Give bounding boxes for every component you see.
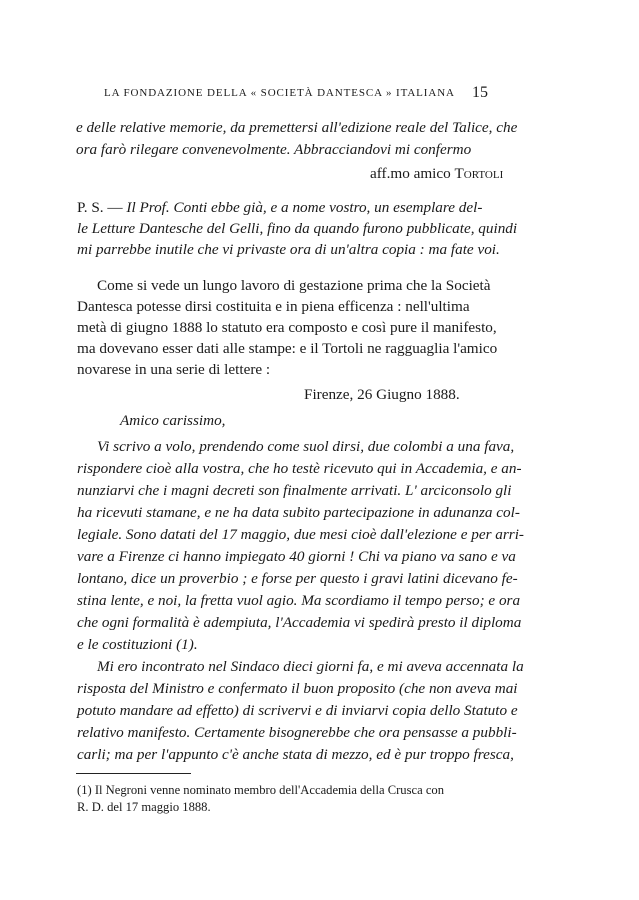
letter-line: e le costituzioni (1). <box>77 636 198 653</box>
letter-line: legiale. Sono datati del 17 maggio, due mesi cioè dall'elezione e per arri- <box>77 526 524 543</box>
header-title: LA FONDAZIONE DELLA « SOCIETÀ DANTESCA » ITALIANA <box>104 87 455 99</box>
letter-line: stina lente, e noi, la fretta vuol agio. Ma scordiamo il tempo perso; e ora <box>77 592 521 609</box>
footnote-line: R. D. del 17 maggio 1888. <box>77 800 211 814</box>
page-number: 15 <box>472 84 488 101</box>
letter-line: relativo manifesto. Certamente bisognerebbe che ora pensasse a pubbli- <box>77 724 517 741</box>
narrative-line: metà di giugno 1888 lo statuto era composto e così pure il manifesto, <box>77 319 497 336</box>
salutation: Amico carissimo, <box>120 412 226 429</box>
narrative-line: ma dovevano esser dati alle stampe: e il Tortoli ne ragguaglia l'amico <box>77 340 498 357</box>
closing-text: aff.mo amico <box>370 165 451 182</box>
postscript-line <box>77 198 482 218</box>
letter-line: potuto mandare ad effetto) di scrivervi e di inviarvi copia dello Statuto e <box>77 702 518 719</box>
postscript-label: P. S. — <box>77 199 123 216</box>
letter-line: risposta del Ministro e confermato il buon proposito (che non aveva mai <box>77 680 518 697</box>
letter-end-line: ora farò rilegare convenevolmente. Abbracciandovi mi confermo <box>76 141 472 158</box>
postscript-line: le Letture Dantesche del Gelli, fino da quando furono pubblicate, quindi <box>77 220 518 237</box>
letter-end-line: e delle relative memorie, da premettersi all'edizione reale del Talice, che <box>76 119 518 136</box>
letter-line: che ogni formalità è adempiuta, l'Accademia vi spedirà presto il diploma <box>77 614 522 631</box>
letter-line: nunziarvi che i magni decreti son finalmente arrivati. L' arciconsolo gli <box>77 482 512 499</box>
narrative-line: novarese in una serie di lettere : <box>77 361 271 378</box>
letter-line: Vi scrivo a volo, prendendo come suol dirsi, due colombi a una fava, <box>97 438 515 455</box>
letter-line: Mi ero incontrato nel Sindaco dieci giorni fa, e mi aveva accennata la <box>97 658 524 675</box>
running-header <box>104 84 488 106</box>
letter-closing <box>370 164 503 184</box>
letter-line: rispondere cioè alla vostra, che ho testè ricevuto qui in Accademia, e an- <box>77 460 522 477</box>
narrative-line: Come si vede un lungo lavoro di gestazione prima che la Società <box>97 277 491 294</box>
letter-line: ha ricevuti stamane, e ne ha data subito partecipazione in adunanza col- <box>77 504 520 521</box>
letter-line: vare a Firenze ci hanno impiegato 40 giorni ! Chi va piano va sano e va <box>77 548 516 565</box>
letter-line: carli; ma per l'appunto c'è anche stata di mezzo, ed è pur troppo fresca, <box>77 746 514 763</box>
signature: Tortoli <box>454 165 504 182</box>
postscript-line: mi parrebbe inutile che vi privaste ora di un'altra copia : ma fate voi. <box>77 241 500 258</box>
dateline: Firenze, 26 Giugno 1888. <box>304 386 460 403</box>
postscript-text: Il Prof. Conti ebbe già, e a nome vostro, un esemplare del- <box>126 199 483 216</box>
letter-line: lontano, dice un proverbio ; e forse per questo i gravi latini dicevano fe- <box>77 570 518 587</box>
narrative-line: Dantesca potesse dirsi costituita e in piena efficenza : nell'ultima <box>77 298 470 315</box>
footnote-line: (1) Il Negroni venne nominato membro dell'Accademia della Crusca con <box>77 783 445 797</box>
footnote-divider <box>76 773 191 774</box>
